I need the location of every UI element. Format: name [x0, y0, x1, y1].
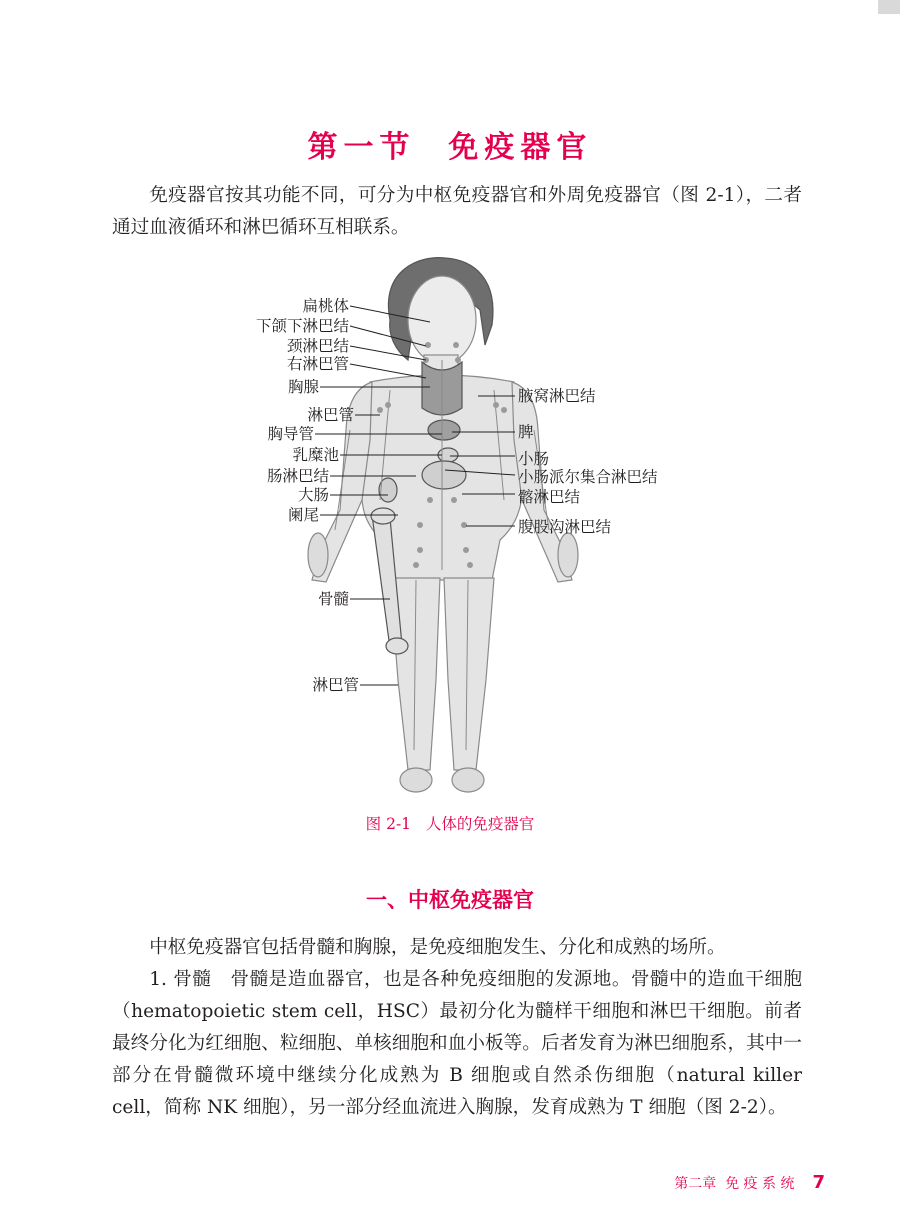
label-cisterna-chyli: 乳糜池 — [292, 446, 339, 464]
label-lymph-vessel-lower: 淋巴管 — [312, 676, 359, 694]
label-submandibular-lymph-node: 下颌下淋巴结 — [255, 317, 349, 335]
paragraph-2: 1. 骨髓 骨髓是造血器官，也是各种免疫细胞的发源地。骨髓中的造血干细胞（hematopoietic stem cell，HSC）最初分化为髓样干细胞和淋巴干细胞。前者最终分化为红细胞、粒细胞、单核细胞和血小板等。后者发育为淋巴细胞系，其中一部分在骨髓微环境中继续分化成熟为 B 细胞或自然杀伤细胞（natural killer cell，简称 NK 细胞），另一部分经血流进入胸腺，发育成熟为 T 细胞（图 2-2）。 — [112, 969, 802, 1118]
body-paragraphs — [112, 932, 802, 1124]
label-thoracic-duct: 胸导管 — [267, 425, 314, 443]
label-appendix: 阑尾 — [287, 506, 319, 524]
section-title: 第一节 免疫器官 — [307, 130, 593, 165]
label-small-intestine: 小肠 — [518, 450, 550, 468]
label-large-intestine: 大肠 — [297, 486, 329, 504]
label-lymph-vessel-upper: 淋巴管 — [307, 406, 354, 424]
label-intestinal-lymph-node: 肠淋巴结 — [266, 467, 329, 485]
immune-organs-figure — [230, 250, 690, 810]
footer-chapter: 第二章 免 疫 系 统 — [674, 1176, 795, 1192]
page-footer — [665, 1156, 825, 1193]
label-right-lymphatic-duct: 右淋巴管 — [286, 355, 349, 373]
subsection-title: 一、中枢免疫器官 — [366, 888, 534, 912]
label-spleen: 脾 — [518, 423, 534, 441]
label-cervical-lymph-node: 颈淋巴结 — [286, 337, 349, 355]
corner-mark — [878, 0, 900, 14]
intro-paragraph — [112, 180, 802, 244]
intro-text: 免疫器官按其功能不同，可分为中枢免疫器官和外周免疫器官（图 2-1），二者通过血液循环和淋巴循环互相联系。 — [112, 185, 802, 238]
label-thymus: 胸腺 — [287, 378, 319, 396]
label-tonsil: 扁桃体 — [302, 297, 349, 315]
paragraph-1: 中枢免疫器官包括骨髓和胸腺，是免疫细胞发生、分化和成熟的场所。 — [149, 937, 726, 958]
figure-caption: 图 2-1 人体的免疫器官 — [365, 815, 535, 833]
label-bone-marrow: 骨髓 — [317, 590, 349, 608]
label-axillary-lymph-node: 腋窝淋巴结 — [518, 387, 596, 405]
page-number: 7 — [812, 1172, 825, 1193]
label-iliac-lymph-node: 髂淋巴结 — [518, 488, 581, 506]
label-inguinal-lymph-node: 腹股沟淋巴结 — [518, 518, 612, 536]
label-peyers-patches: 小肠派尔集合淋巴结 — [518, 468, 658, 486]
